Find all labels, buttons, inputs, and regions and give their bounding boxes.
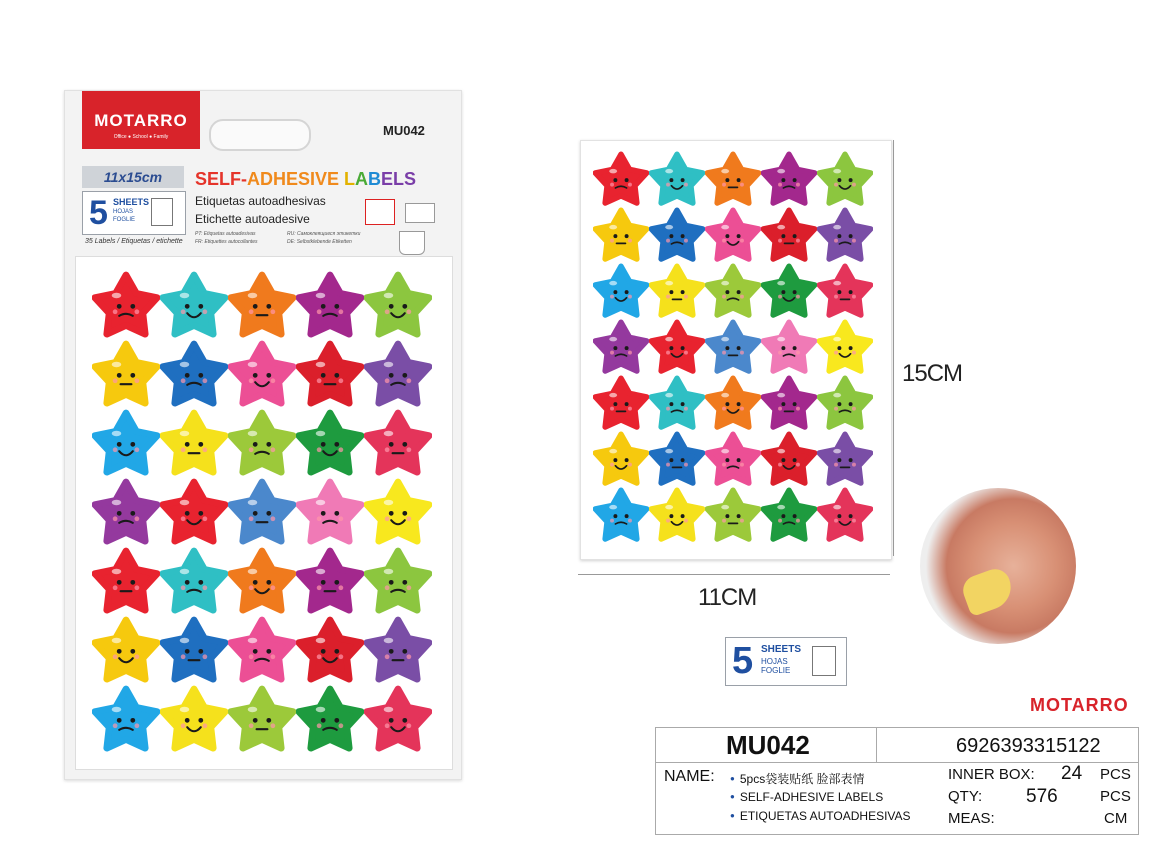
name-label: NAME: (664, 768, 715, 785)
qty-value: 576 (1026, 786, 1058, 807)
star-sticker (593, 319, 649, 375)
star-sticker (649, 431, 705, 487)
sheets-badge (82, 191, 186, 235)
meas-unit: CM (1104, 810, 1128, 827)
star-sticker (160, 685, 228, 753)
star-sticker (761, 375, 817, 431)
product-code: MU042 (726, 730, 810, 760)
star-sticker (817, 151, 873, 207)
lang-pt: PT: Etiquetas autoadesivas (195, 231, 256, 237)
info-header-row (656, 728, 1138, 763)
brand-logo-right: MOTARRO (1030, 695, 1129, 715)
product-info-table (655, 727, 1139, 835)
cup-icon (399, 231, 425, 255)
star-grid-package (92, 271, 432, 754)
star-sticker (705, 263, 761, 319)
sticker-package (64, 90, 462, 780)
inner-box-value: 24 (1061, 763, 1083, 784)
star-sticker (228, 340, 296, 408)
star-sticker (364, 340, 432, 408)
star-sticker (296, 340, 364, 408)
qty-label: QTY: (948, 788, 983, 805)
star-sticker (160, 271, 228, 339)
star-sticker (705, 487, 761, 543)
subtitle-spanish: Etiquetas autoadhesivas (195, 194, 326, 208)
star-sticker (593, 431, 649, 487)
star-sticker (593, 375, 649, 431)
star-sticker (761, 263, 817, 319)
name-chinese: ● 5pcs袋装贴纸 脸部表情 (730, 770, 865, 787)
star-sticker (649, 319, 705, 375)
star-sticker (817, 431, 873, 487)
star-sticker (296, 616, 364, 684)
star-sticker (364, 271, 432, 339)
star-sticker (649, 151, 705, 207)
star-sticker (296, 409, 364, 477)
lang-de: DE: Selbstklebende Etiketten (287, 239, 352, 245)
star-sticker (296, 685, 364, 753)
star-grid-sheet (593, 151, 873, 543)
hang-hole (209, 119, 311, 151)
star-sticker (228, 616, 296, 684)
star-sticker (364, 616, 432, 684)
star-sticker (649, 487, 705, 543)
star-sticker (92, 271, 160, 339)
qty-unit: PCS (1100, 788, 1131, 805)
star-sticker (228, 271, 296, 339)
sticker-piece (959, 565, 1017, 617)
star-sticker (649, 375, 705, 431)
sheet-icon (151, 198, 173, 226)
star-sticker (228, 409, 296, 477)
star-sticker (228, 547, 296, 615)
peeling-photo (920, 488, 1076, 644)
star-sticker (649, 207, 705, 263)
sticker-sheet (580, 140, 892, 560)
name-english: ● SELF-ADHESIVE LABELS (730, 790, 883, 804)
width-label: 11CM (698, 584, 757, 611)
brand-logo (82, 91, 200, 149)
inner-box-label: INNER BOX: (948, 766, 1035, 783)
star-sticker (705, 375, 761, 431)
star-sticker (228, 685, 296, 753)
height-dimension-line (893, 140, 894, 556)
star-sticker (364, 409, 432, 477)
sheets-es: HOJAS (113, 209, 134, 215)
star-sticker (593, 263, 649, 319)
star-sticker (228, 478, 296, 546)
sheets-badge-large (725, 637, 847, 686)
brand-name: MOTARRO (94, 111, 188, 130)
gift-icon (365, 199, 395, 225)
sheets-number: 5 (89, 194, 108, 232)
meas-label: MEAS: (948, 810, 995, 827)
lang-fr: FR: Etiquettes autocollantes (195, 239, 258, 245)
subtitle-italian: Etichette autoadesive (195, 212, 310, 226)
star-sticker (705, 431, 761, 487)
size-badge: 11x15cm (82, 166, 184, 188)
star-sticker (92, 478, 160, 546)
inner-box-unit: PCS (1100, 766, 1131, 783)
star-sticker (705, 319, 761, 375)
labels-count: 35 Labels / Etiquetas / etichette (85, 238, 183, 245)
name-spanish: ● ETIQUETAS AUTOADHESIVAS (730, 809, 911, 823)
star-sticker (160, 409, 228, 477)
star-sticker (296, 271, 364, 339)
star-sticker (705, 151, 761, 207)
envelope-icon (405, 203, 435, 223)
star-sticker (817, 319, 873, 375)
sheets-it: FOGLIE (761, 666, 791, 675)
sheets-word: SHEETS (761, 644, 802, 655)
height-label: 15CM (902, 360, 963, 387)
sheets-word: SHEETS (113, 197, 150, 207)
star-sticker (92, 616, 160, 684)
star-sticker (160, 547, 228, 615)
sheets-number: 5 (732, 640, 754, 682)
star-sticker (817, 263, 873, 319)
star-sticker (817, 487, 873, 543)
star-sticker (817, 375, 873, 431)
star-sticker (705, 207, 761, 263)
sheets-es: HOJAS (761, 657, 788, 666)
star-sticker (761, 207, 817, 263)
package-code: MU042 (383, 123, 425, 138)
package-title: SELF-ADHESIVE LABELS (195, 169, 417, 189)
sheet-icon (812, 646, 836, 676)
brand-tagline: Office ● School ● Family (113, 134, 169, 140)
width-dimension-line (578, 574, 890, 575)
star-sticker (296, 547, 364, 615)
star-sticker (761, 319, 817, 375)
star-sticker (296, 478, 364, 546)
barcode-number: 6926393315122 (956, 735, 1101, 757)
star-sticker (817, 207, 873, 263)
star-sticker (593, 487, 649, 543)
star-sticker (92, 547, 160, 615)
star-sticker (761, 151, 817, 207)
sheets-it: FOGLIE (113, 217, 136, 223)
divider (876, 728, 877, 762)
star-sticker (92, 685, 160, 753)
star-sticker (649, 263, 705, 319)
stars-panel (75, 256, 453, 770)
lang-ru: RU: Самоклеящиеся этикетки (287, 231, 361, 237)
star-sticker (160, 340, 228, 408)
star-sticker (593, 151, 649, 207)
star-sticker (364, 478, 432, 546)
star-sticker (761, 487, 817, 543)
star-sticker (364, 547, 432, 615)
star-sticker (92, 409, 160, 477)
star-sticker (160, 478, 228, 546)
star-sticker (160, 616, 228, 684)
star-sticker (364, 685, 432, 753)
star-sticker (593, 207, 649, 263)
star-sticker (92, 340, 160, 408)
star-sticker (761, 431, 817, 487)
